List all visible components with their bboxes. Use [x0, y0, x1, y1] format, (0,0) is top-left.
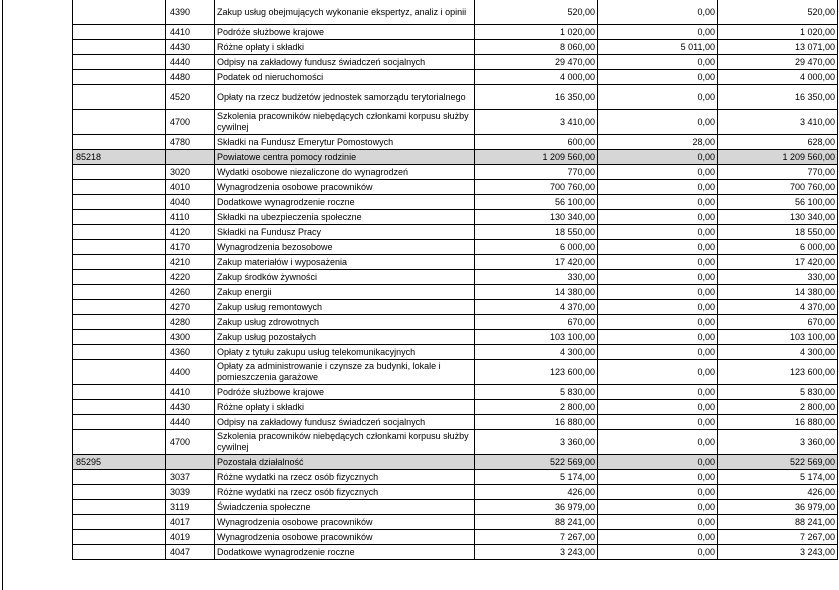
description-cell: Wynagrodzenia osobowe pracowników	[215, 530, 475, 545]
section-code-cell	[73, 315, 166, 330]
change-amount-cell: 0,00	[598, 240, 718, 255]
section-code-cell	[73, 270, 166, 285]
plan-amount-cell: 1 209 560,00	[475, 150, 598, 165]
table-row	[73, 270, 838, 285]
paragraph-code-cell: 4017	[166, 515, 215, 530]
plan-amount-cell: 520,00	[475, 0, 598, 25]
change-amount-cell: 0,00	[598, 55, 718, 70]
after-change-cell: 1 209 560,00	[718, 150, 838, 165]
section-code-cell	[73, 135, 166, 150]
description-cell: Składki na ubezpieczenia społeczne	[215, 210, 475, 225]
change-amount-cell: 0,00	[598, 255, 718, 270]
plan-amount-cell: 88 241,00	[475, 515, 598, 530]
paragraph-code-cell: 4430	[166, 400, 215, 415]
paragraph-code-cell: 4300	[166, 330, 215, 345]
paragraph-code-cell: 4700	[166, 110, 215, 135]
plan-amount-cell: 17 420,00	[475, 255, 598, 270]
paragraph-code-cell: 4110	[166, 210, 215, 225]
section-code-cell	[73, 485, 166, 500]
after-change-cell: 522 569,00	[718, 455, 838, 470]
table-row	[73, 55, 838, 70]
description-cell: Różne opłaty i składki	[215, 400, 475, 415]
after-change-cell: 5 830,00	[718, 385, 838, 400]
description-cell: Wynagrodzenia bezosobowe	[215, 240, 475, 255]
section-code-cell	[73, 545, 166, 560]
plan-amount-cell: 5 830,00	[475, 385, 598, 400]
change-amount-cell: 0,00	[598, 110, 718, 135]
paragraph-code-cell: 4390	[166, 0, 215, 25]
table-row	[73, 415, 838, 430]
table-row	[73, 430, 838, 455]
paragraph-code-cell: 4019	[166, 530, 215, 545]
change-amount-cell: 0,00	[598, 195, 718, 210]
description-cell: Opłaty z tytułu zakupu usług telekomunikacyjnych	[215, 345, 475, 360]
table-row	[73, 400, 838, 415]
change-amount-cell: 0,00	[598, 70, 718, 85]
table-row	[73, 345, 838, 360]
section-code-cell	[73, 385, 166, 400]
change-amount-cell: 0,00	[598, 485, 718, 500]
plan-amount-cell: 3 410,00	[475, 110, 598, 135]
paragraph-code-cell: 3037	[166, 470, 215, 485]
description-cell: Zakup środków żywności	[215, 270, 475, 285]
change-amount-cell: 0,00	[598, 300, 718, 315]
plan-amount-cell: 4 300,00	[475, 345, 598, 360]
section-code-cell	[73, 360, 166, 385]
paragraph-code-cell: 4040	[166, 195, 215, 210]
paragraph-code-cell: 4120	[166, 225, 215, 240]
after-change-cell: 16 880,00	[718, 415, 838, 430]
paragraph-code-cell: 4410	[166, 385, 215, 400]
description-cell: Zakup usług pozostałych	[215, 330, 475, 345]
plan-amount-cell: 522 569,00	[475, 455, 598, 470]
after-change-cell: 426,00	[718, 485, 838, 500]
change-amount-cell: 0,00	[598, 210, 718, 225]
description-cell: Pozostała działalność	[215, 455, 475, 470]
table-row	[73, 0, 838, 25]
after-change-cell: 3 360,00	[718, 430, 838, 455]
change-amount-cell: 0,00	[598, 330, 718, 345]
change-amount-cell: 0,00	[598, 25, 718, 40]
change-amount-cell: 0,00	[598, 360, 718, 385]
plan-amount-cell: 29 470,00	[475, 55, 598, 70]
plan-amount-cell: 1 020,00	[475, 25, 598, 40]
section-code-cell	[73, 255, 166, 270]
description-cell: Składki na Fundusz Emerytur Pomostowych	[215, 135, 475, 150]
change-amount-cell: 0,00	[598, 180, 718, 195]
description-cell: Wynagrodzenia osobowe pracowników	[215, 515, 475, 530]
section-code-cell	[73, 300, 166, 315]
description-cell: Składki na Fundusz Pracy	[215, 225, 475, 240]
description-cell: Różne wydatki na rzecz osób fizycznych	[215, 470, 475, 485]
change-amount-cell: 0,00	[598, 385, 718, 400]
plan-amount-cell: 426,00	[475, 485, 598, 500]
description-cell: Szkolenia pracowników niebędących członkami korpusu służby cywilnej	[215, 110, 475, 135]
after-change-cell: 4 370,00	[718, 300, 838, 315]
plan-amount-cell: 8 060,00	[475, 40, 598, 55]
table-row	[73, 135, 838, 150]
after-change-cell: 123 600,00	[718, 360, 838, 385]
table-row	[73, 300, 838, 315]
paragraph-code-cell: 4260	[166, 285, 215, 300]
table-row	[73, 165, 838, 180]
plan-amount-cell: 330,00	[475, 270, 598, 285]
plan-amount-cell: 5 174,00	[475, 470, 598, 485]
section-code-cell	[73, 165, 166, 180]
section-code-cell	[73, 195, 166, 210]
paragraph-code-cell: 4170	[166, 240, 215, 255]
table-row	[73, 385, 838, 400]
paragraph-code-cell	[166, 150, 215, 165]
paragraph-code-cell: 4010	[166, 180, 215, 195]
paragraph-code-cell: 4440	[166, 415, 215, 430]
description-cell: Dodatkowe wynagrodzenie roczne	[215, 195, 475, 210]
plan-amount-cell: 18 550,00	[475, 225, 598, 240]
paragraph-code-cell: 4780	[166, 135, 215, 150]
change-amount-cell: 0,00	[598, 530, 718, 545]
paragraph-code-cell: 4430	[166, 40, 215, 55]
section-code-cell	[73, 240, 166, 255]
after-change-cell: 3 243,00	[718, 545, 838, 560]
after-change-cell: 700 760,00	[718, 180, 838, 195]
description-cell: Świadczenia społeczne	[215, 500, 475, 515]
after-change-cell: 6 000,00	[718, 240, 838, 255]
change-amount-cell: 0,00	[598, 415, 718, 430]
description-cell: Różne opłaty i składki	[215, 40, 475, 55]
change-amount-cell: 0,00	[598, 500, 718, 515]
paragraph-code-cell: 4047	[166, 545, 215, 560]
budget-expenditure-table	[72, 0, 838, 560]
plan-amount-cell: 56 100,00	[475, 195, 598, 210]
plan-amount-cell: 2 800,00	[475, 400, 598, 415]
table-row	[73, 330, 838, 345]
after-change-cell: 628,00	[718, 135, 838, 150]
section-code-cell	[73, 180, 166, 195]
paragraph-code-cell: 4210	[166, 255, 215, 270]
paragraph-code-cell: 4520	[166, 85, 215, 110]
after-change-cell: 103 100,00	[718, 330, 838, 345]
plan-amount-cell: 770,00	[475, 165, 598, 180]
after-change-cell: 4 300,00	[718, 345, 838, 360]
description-cell: Opłaty za administrowanie i czynsze za budynki, lokale i pomieszczenia garażowe	[215, 360, 475, 385]
section-code-cell	[73, 330, 166, 345]
table-row	[73, 40, 838, 55]
paragraph-code-cell: 4270	[166, 300, 215, 315]
table-row	[73, 110, 838, 135]
section-code-cell	[73, 55, 166, 70]
table-row	[73, 255, 838, 270]
change-amount-cell: 0,00	[598, 225, 718, 240]
change-amount-cell: 0,00	[598, 470, 718, 485]
change-amount-cell: 0,00	[598, 515, 718, 530]
paragraph-code-cell: 4700	[166, 430, 215, 455]
section-code-cell	[73, 345, 166, 360]
section-code-cell	[73, 210, 166, 225]
table-body	[73, 0, 838, 560]
plan-amount-cell: 130 340,00	[475, 210, 598, 225]
paragraph-code-cell: 4440	[166, 55, 215, 70]
plan-amount-cell: 7 267,00	[475, 530, 598, 545]
plan-amount-cell: 123 600,00	[475, 360, 598, 385]
section-row	[73, 455, 838, 470]
description-cell: Zakup usług remontowych	[215, 300, 475, 315]
description-cell: Opłaty na rzecz budżetów jednostek samorządu terytorialnego	[215, 85, 475, 110]
table-row	[73, 515, 838, 530]
plan-amount-cell: 6 000,00	[475, 240, 598, 255]
plan-amount-cell: 14 380,00	[475, 285, 598, 300]
change-amount-cell: 0,00	[598, 455, 718, 470]
paragraph-code-cell: 4280	[166, 315, 215, 330]
description-cell: Różne wydatki na rzecz osób fizycznych	[215, 485, 475, 500]
section-code-cell	[73, 415, 166, 430]
plan-amount-cell: 3 243,00	[475, 545, 598, 560]
description-cell: Dodatkowe wynagrodzenie roczne	[215, 545, 475, 560]
section-code-cell	[73, 285, 166, 300]
change-amount-cell: 28,00	[598, 135, 718, 150]
section-code-cell	[73, 40, 166, 55]
table-row	[73, 285, 838, 300]
change-amount-cell: 0,00	[598, 400, 718, 415]
section-code-cell: 85218	[73, 150, 166, 165]
plan-amount-cell: 700 760,00	[475, 180, 598, 195]
change-amount-cell: 0,00	[598, 545, 718, 560]
paragraph-code-cell: 3119	[166, 500, 215, 515]
plan-amount-cell: 3 360,00	[475, 430, 598, 455]
change-amount-cell: 0,00	[598, 270, 718, 285]
description-cell: Podróże służbowe krajowe	[215, 385, 475, 400]
section-code-cell	[73, 70, 166, 85]
plan-amount-cell: 600,00	[475, 135, 598, 150]
change-amount-cell: 0,00	[598, 430, 718, 455]
table-row	[73, 70, 838, 85]
table-row	[73, 485, 838, 500]
change-amount-cell: 0,00	[598, 85, 718, 110]
after-change-cell: 3 410,00	[718, 110, 838, 135]
section-code-cell	[73, 400, 166, 415]
after-change-cell: 130 340,00	[718, 210, 838, 225]
plan-amount-cell: 16 350,00	[475, 85, 598, 110]
description-cell: Zakup usług zdrowotnych	[215, 315, 475, 330]
plan-amount-cell: 103 100,00	[475, 330, 598, 345]
after-change-cell: 330,00	[718, 270, 838, 285]
paragraph-code-cell: 4480	[166, 70, 215, 85]
table-row	[73, 500, 838, 515]
after-change-cell: 2 800,00	[718, 400, 838, 415]
description-cell: Odpisy na zakładowy fundusz świadczeń socjalnych	[215, 415, 475, 430]
after-change-cell: 7 267,00	[718, 530, 838, 545]
table-row	[73, 195, 838, 210]
paragraph-code-cell	[166, 455, 215, 470]
table-row	[73, 470, 838, 485]
after-change-cell: 4 000,00	[718, 70, 838, 85]
section-code-cell	[73, 430, 166, 455]
description-cell: Podatek od nieruchomości	[215, 70, 475, 85]
after-change-cell: 520,00	[718, 0, 838, 25]
plan-amount-cell: 4 000,00	[475, 70, 598, 85]
paragraph-code-cell: 4220	[166, 270, 215, 285]
after-change-cell: 5 174,00	[718, 470, 838, 485]
description-cell: Powiatowe centra pomocy rodzinie	[215, 150, 475, 165]
after-change-cell: 770,00	[718, 165, 838, 180]
after-change-cell: 36 979,00	[718, 500, 838, 515]
section-code-cell	[73, 225, 166, 240]
plan-amount-cell: 36 979,00	[475, 500, 598, 515]
after-change-cell: 13 071,00	[718, 40, 838, 55]
change-amount-cell: 0,00	[598, 150, 718, 165]
change-amount-cell: 0,00	[598, 315, 718, 330]
table-row	[73, 315, 838, 330]
plan-amount-cell: 670,00	[475, 315, 598, 330]
after-change-cell: 88 241,00	[718, 515, 838, 530]
description-cell: Podróże służbowe krajowe	[215, 25, 475, 40]
table-row	[73, 85, 838, 110]
after-change-cell: 16 350,00	[718, 85, 838, 110]
plan-amount-cell: 4 370,00	[475, 300, 598, 315]
section-row	[73, 150, 838, 165]
change-amount-cell: 0,00	[598, 0, 718, 25]
after-change-cell: 56 100,00	[718, 195, 838, 210]
table-row	[73, 225, 838, 240]
section-code-cell	[73, 25, 166, 40]
after-change-cell: 17 420,00	[718, 255, 838, 270]
description-cell: Zakup materiałów i wyposażenia	[215, 255, 475, 270]
after-change-cell: 18 550,00	[718, 225, 838, 240]
table-row	[73, 360, 838, 385]
description-cell: Wydatki osobowe niezaliczone do wynagrodzeń	[215, 165, 475, 180]
table-row	[73, 240, 838, 255]
table-row	[73, 210, 838, 225]
description-cell: Odpisy na zakładowy fundusz świadczeń socjalnych	[215, 55, 475, 70]
change-amount-cell: 5 011,00	[598, 40, 718, 55]
page-margin-rule	[2, 0, 3, 590]
change-amount-cell: 0,00	[598, 165, 718, 180]
table-row	[73, 530, 838, 545]
after-change-cell: 670,00	[718, 315, 838, 330]
table-row	[73, 25, 838, 40]
section-code-cell	[73, 110, 166, 135]
table-row	[73, 180, 838, 195]
paragraph-code-cell: 3020	[166, 165, 215, 180]
section-code-cell: 85295	[73, 455, 166, 470]
after-change-cell: 1 020,00	[718, 25, 838, 40]
section-code-cell	[73, 530, 166, 545]
paragraph-code-cell: 3039	[166, 485, 215, 500]
paragraph-code-cell: 4360	[166, 345, 215, 360]
after-change-cell: 29 470,00	[718, 55, 838, 70]
paragraph-code-cell: 4410	[166, 25, 215, 40]
section-code-cell	[73, 470, 166, 485]
description-cell: Wynagrodzenia osobowe pracowników	[215, 180, 475, 195]
section-code-cell	[73, 0, 166, 25]
table-row	[73, 545, 838, 560]
section-code-cell	[73, 500, 166, 515]
description-cell: Zakup usług obejmujących wykonanie ekspertyz, analiz i opinii	[215, 0, 475, 25]
description-cell: Zakup energii	[215, 285, 475, 300]
plan-amount-cell: 16 880,00	[475, 415, 598, 430]
after-change-cell: 14 380,00	[718, 285, 838, 300]
description-cell: Szkolenia pracowników niebędących członkami korpusu służby cywilnej	[215, 430, 475, 455]
section-code-cell	[73, 515, 166, 530]
change-amount-cell: 0,00	[598, 345, 718, 360]
paragraph-code-cell: 4400	[166, 360, 215, 385]
section-code-cell	[73, 85, 166, 110]
change-amount-cell: 0,00	[598, 285, 718, 300]
